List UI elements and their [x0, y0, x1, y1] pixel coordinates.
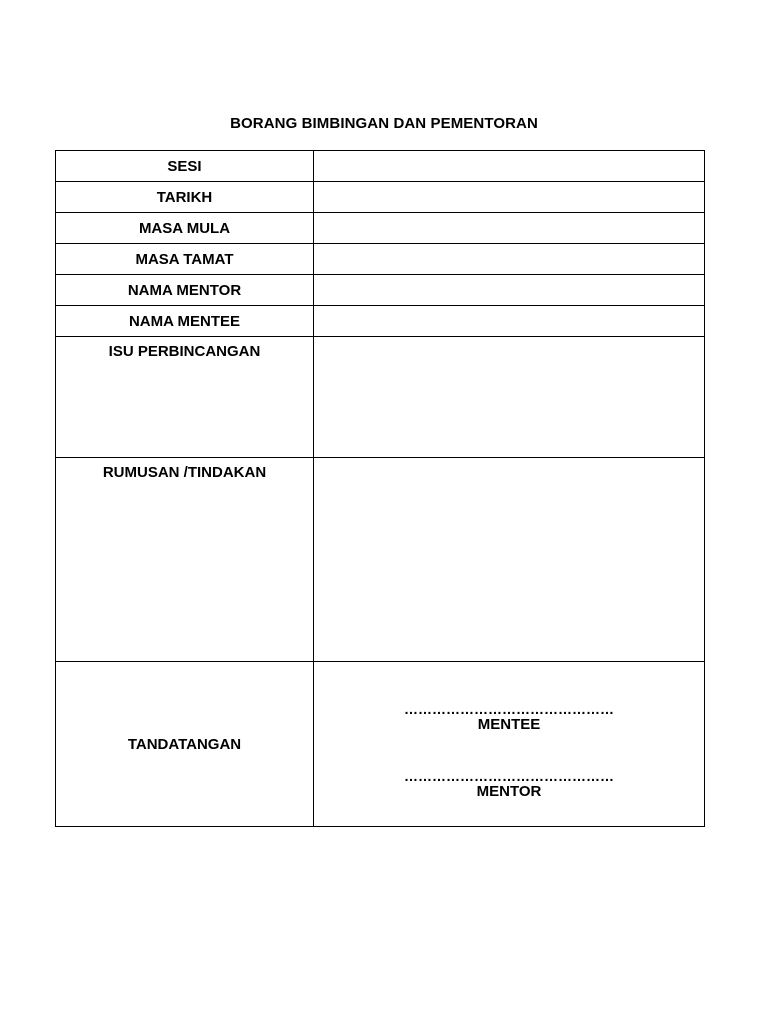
field-masa-tamat[interactable] [314, 244, 705, 275]
field-masa-mula[interactable] [314, 213, 705, 244]
label-isu-perbincangan: ISU PERBINCANGAN [56, 337, 314, 458]
field-sesi[interactable] [314, 151, 705, 182]
label-tarikh: TARIKH [56, 182, 314, 213]
mentee-signature [314, 702, 704, 734]
label-sesi: SESI [56, 151, 314, 182]
form-row-nama-mentor [56, 275, 705, 306]
form-row-tandatangan [56, 662, 705, 827]
signature-block [314, 662, 704, 826]
mentee-signature-line[interactable]: ……………………………………… [404, 701, 614, 717]
form-row-sesi [56, 151, 705, 182]
mentor-signature [314, 769, 704, 801]
form-row-tarikh [56, 182, 705, 213]
form-row-masa-mula [56, 213, 705, 244]
label-masa-tamat: MASA TAMAT [56, 244, 314, 275]
form-title: BORANG BIMBINGAN DAN PEMENTORAN [230, 115, 538, 132]
field-rumusan-tindakan[interactable] [314, 458, 705, 662]
mentoring-form-table [55, 150, 705, 827]
form-row-rumusan-tindakan [56, 458, 705, 662]
field-nama-mentee[interactable] [314, 306, 705, 337]
label-tandatangan: TANDATANGAN [56, 662, 314, 827]
mentor-signature-label: MENTOR [476, 783, 542, 800]
mentor-signature-line[interactable]: ……………………………………… [404, 768, 614, 784]
form-row-isu-perbincangan [56, 337, 705, 458]
field-isu-perbincangan[interactable] [314, 337, 705, 458]
form-row-masa-tamat [56, 244, 705, 275]
mentee-signature-label: MENTEE [477, 716, 541, 733]
label-nama-mentee: NAMA MENTEE [56, 306, 314, 337]
signature-cell [314, 662, 705, 827]
form-row-nama-mentee [56, 306, 705, 337]
label-rumusan-tindakan: RUMUSAN /TINDAKAN [56, 458, 314, 662]
field-nama-mentor[interactable] [314, 275, 705, 306]
label-nama-mentor: NAMA MENTOR [56, 275, 314, 306]
label-masa-mula: MASA MULA [56, 213, 314, 244]
field-tarikh[interactable] [314, 182, 705, 213]
